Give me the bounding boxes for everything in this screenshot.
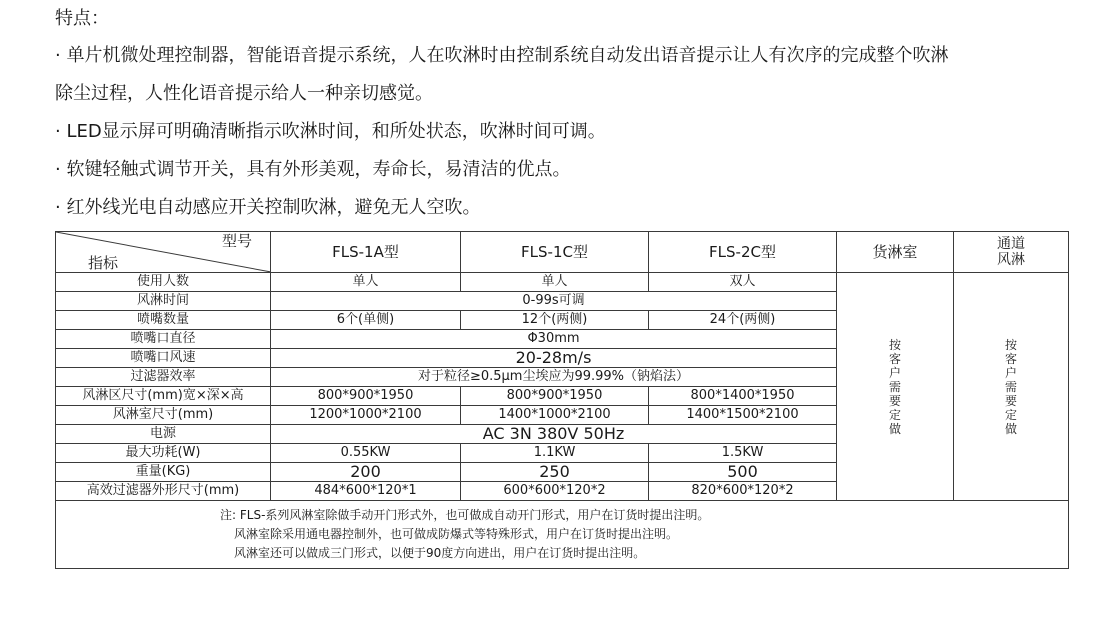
table-header-row [56, 232, 1069, 273]
cell-value: 484*600*120*1 [271, 482, 461, 501]
cell-value: 1200*1000*2100 [271, 406, 461, 425]
corner-cell [56, 232, 271, 273]
channel-header-line: 风淋 [997, 252, 1025, 268]
cell-value: 单人 [271, 273, 461, 292]
cargo-header: 货淋室 [837, 232, 954, 273]
cell-value: AC 3N 380V 50Hz [271, 425, 837, 444]
row-label: 电源 [56, 425, 271, 444]
cell-value: 对于粒径≥0.5μm尘埃应为99.99%（钠焰法） [271, 368, 837, 387]
row-label: 最大功耗(W) [56, 444, 271, 463]
custom-note: 按客户需要定做 [888, 337, 901, 436]
cell-value: 0.55KW [271, 444, 461, 463]
cargo-custom-cell [837, 273, 954, 501]
cell-value: 双人 [649, 273, 837, 292]
cell-value: 800*1400*1950 [649, 387, 837, 406]
cell-value: 1400*1000*2100 [461, 406, 649, 425]
cell-value: 24个(两侧) [649, 311, 837, 330]
cell-value: 500 [649, 463, 837, 482]
cell-value: 820*600*120*2 [649, 482, 837, 501]
model-header: FLS-1C型 [461, 232, 649, 273]
feature-line: · 单片机微处理控制器，智能语音提示系统，人在吹淋时由控制系统自动发出语音提示让人有次序的完成整个吹淋 [55, 45, 949, 66]
row-label: 喷嘴口直径 [56, 330, 271, 349]
row-label: 重量(KG) [56, 463, 271, 482]
feature-line: · LED显示屏可明确清晰指示吹淋时间，和所处状态，吹淋时间可调。 [55, 121, 606, 142]
notes-cell [56, 501, 1069, 569]
channel-custom-cell [954, 273, 1069, 501]
cell-value: 800*900*1950 [461, 387, 649, 406]
cell-value: 1400*1500*2100 [649, 406, 837, 425]
cell-value: 0-99s可调 [271, 292, 837, 311]
cell-value: 1.1KW [461, 444, 649, 463]
cell-value: 200 [271, 463, 461, 482]
feature-line: · 红外线光电自动感应开关控制吹淋，避免无人空吹。 [55, 197, 481, 218]
row-label: 风淋时间 [56, 292, 271, 311]
row-label: 风淋区尺寸(mm)宽×深×高 [56, 387, 271, 406]
cell-value: 1.5KW [649, 444, 837, 463]
spec-table [55, 231, 1069, 569]
cell-value: 12个(两侧) [461, 311, 649, 330]
note-line: 风淋室还可以做成三门形式，以便于90度方向进出，用户在订货时提出注明。 [234, 546, 646, 560]
model-header: FLS-2C型 [649, 232, 837, 273]
row-label: 喷嘴数量 [56, 311, 271, 330]
cell-value: 600*600*120*2 [461, 482, 649, 501]
cell-value: 20-28m/s [271, 349, 837, 368]
cell-value: Φ30mm [271, 330, 837, 349]
cell-value: 800*900*1950 [271, 387, 461, 406]
custom-note: 按客户需要定做 [1004, 337, 1017, 436]
model-header: FLS-1A型 [271, 232, 461, 273]
features-heading: 特点： [55, 8, 109, 29]
corner-metric-label: 指标 [88, 254, 119, 272]
cell-value: 单人 [461, 273, 649, 292]
corner-model-label: 型号 [221, 232, 252, 250]
cell-value: 6个(单侧) [271, 311, 461, 330]
note-line: 风淋室除采用通电器控制外，也可做成防爆式等特殊形式，用户在订货时提出注明。 [234, 527, 679, 541]
note-line: 注: FLS-系列风淋室除做手动开门形式外，也可做成自动开门形式，用户在订货时提出注明。 [220, 508, 710, 522]
row-label: 过滤器效率 [56, 368, 271, 387]
row-label: 喷嘴口风速 [56, 349, 271, 368]
feature-line: · 软键轻触式调节开关，具有外形美观，寿命长，易清洁的优点。 [55, 159, 571, 180]
cell-value: 250 [461, 463, 649, 482]
row-label: 高效过滤器外形尺寸(mm) [56, 482, 271, 501]
channel-header [954, 232, 1069, 273]
channel-header-line: 通道 [997, 236, 1025, 252]
table-row [56, 273, 1069, 292]
feature-line: 除尘过程，人性化语音提示给人一种亲切感觉。 [55, 83, 433, 104]
notes-row [56, 501, 1069, 569]
row-label: 使用人数 [56, 273, 271, 292]
row-label: 风淋室尺寸(mm) [56, 406, 271, 425]
